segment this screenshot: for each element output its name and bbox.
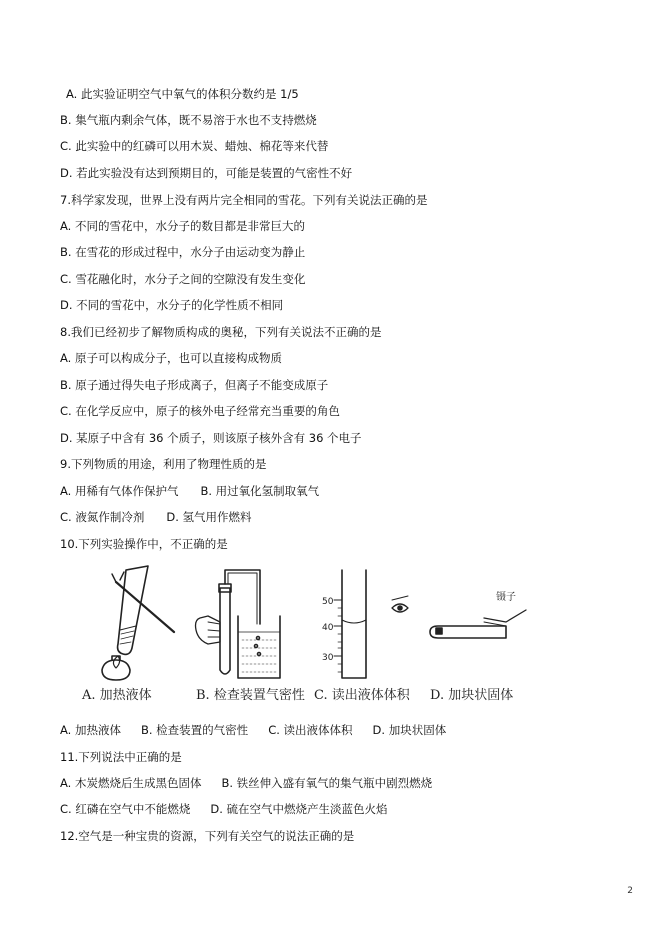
q10-options-row: [60, 722, 446, 738]
q10-apparatus-drawing: [96, 560, 528, 684]
figure-caption-d: D. 加块状固体: [430, 688, 514, 703]
q9-options-row2: [60, 509, 252, 525]
tweezers-label: 镊子: [496, 592, 516, 603]
q6-option-d: D. 若此实验没有达到预期目的，可能是装置的气密性不好: [60, 166, 353, 180]
q10-option-c: C. 读出液体体积: [268, 723, 353, 737]
q9-option-b: B. 用过氧化氢制取氧气: [200, 484, 320, 498]
figure-caption-c: C. 读出液体体积: [314, 688, 410, 703]
q11-stem: 11.下列说法中正确的是: [60, 750, 182, 764]
q7-option-c: C. 雪花融化时，水分子之间的空隙没有发生变化: [60, 272, 306, 286]
q8-option-b: B. 原子通过得失电子形成离子，但离子不能变成原子: [60, 378, 329, 392]
q9-option-d: D. 氢气用作燃料: [166, 510, 252, 524]
q7-option-d: D. 不同的雪花中，水分子的化学性质不相同: [60, 298, 284, 312]
q9-option-a: A. 用稀有气体作保护气: [60, 484, 179, 498]
heating-liquid-drawing: [102, 566, 174, 680]
airtightness-drawing: [196, 570, 281, 678]
q9-options-row1: [60, 483, 319, 499]
scale-40-label: 40: [322, 623, 334, 633]
q6-option-b: B. 集气瓶内剩余气体，既不易溶于水也不支持燃烧: [60, 113, 317, 127]
q8-stem: 8.我们已经初步了解物质构成的奥秘，下列有关说法不正确的是: [60, 325, 382, 339]
scale-30-label: 30: [322, 653, 334, 663]
q9-stem: 9.下列物质的用途，利用了物理性质的是: [60, 457, 267, 471]
q10-option-a: A. 加热液体: [60, 723, 121, 737]
q11-options-row1: [60, 775, 432, 791]
q6-option-c: C. 此实验中的红磷可以用木炭、蜡烛、棉花等来代替: [60, 139, 329, 153]
q7-stem: 7.科学家发现，世界上没有两片完全相同的雪花。下列有关说法正确的是: [60, 193, 428, 207]
q8-option-c: C. 在化学反应中，原子的核外电子经常充当重要的角色: [60, 404, 340, 418]
q7-option-b: B. 在雪花的形成过程中，水分子由运动变为静止: [60, 245, 306, 259]
q10-option-b: B. 检查装置的气密性: [140, 723, 249, 737]
q11-option-b: B. 铁丝伸入盛有氧气的集气瓶中剧烈燃烧: [221, 776, 433, 790]
figure-caption-a: A. 加热液体: [82, 688, 152, 703]
page-number: 2: [627, 886, 633, 896]
q10-option-d: D. 加块状固体: [372, 723, 447, 737]
q12-stem: 12.空气是一种宝贵的资源，下列有关空气的说法正确的是: [60, 829, 355, 843]
q7-option-a: A. 不同的雪花中，水分子的数目都是非常巨大的: [60, 219, 305, 233]
block-solid-drawing: [430, 610, 526, 638]
q11-option-a: A. 木炭燃烧后生成黑色固体: [60, 776, 202, 790]
q11-options-row2: [60, 801, 388, 817]
q10-stem: 10.下列实验操作中，不正确的是: [60, 537, 228, 551]
q8-option-a: A. 原子可以构成分子，也可以直接构成物质: [60, 351, 282, 365]
q11-option-c: C. 红磷在空气中不能燃烧: [60, 802, 191, 816]
q6-option-a: A. 此实验证明空气中氧气的体积分数约是 1/5: [66, 87, 299, 101]
q9-option-c: C. 液氮作制冷剂: [60, 510, 145, 524]
q10-figure: [82, 560, 528, 708]
scale-50-label: 50: [322, 597, 334, 607]
q8-option-d: D. 某原子中含有 36 个质子，则该原子核外含有 36 个电子: [60, 431, 362, 445]
figure-caption-b: B. 检查装置气密性: [196, 688, 305, 703]
q11-option-d: D. 硫在空气中燃烧产生淡蓝色火焰: [210, 802, 388, 816]
read-volume-drawing: [334, 570, 408, 678]
